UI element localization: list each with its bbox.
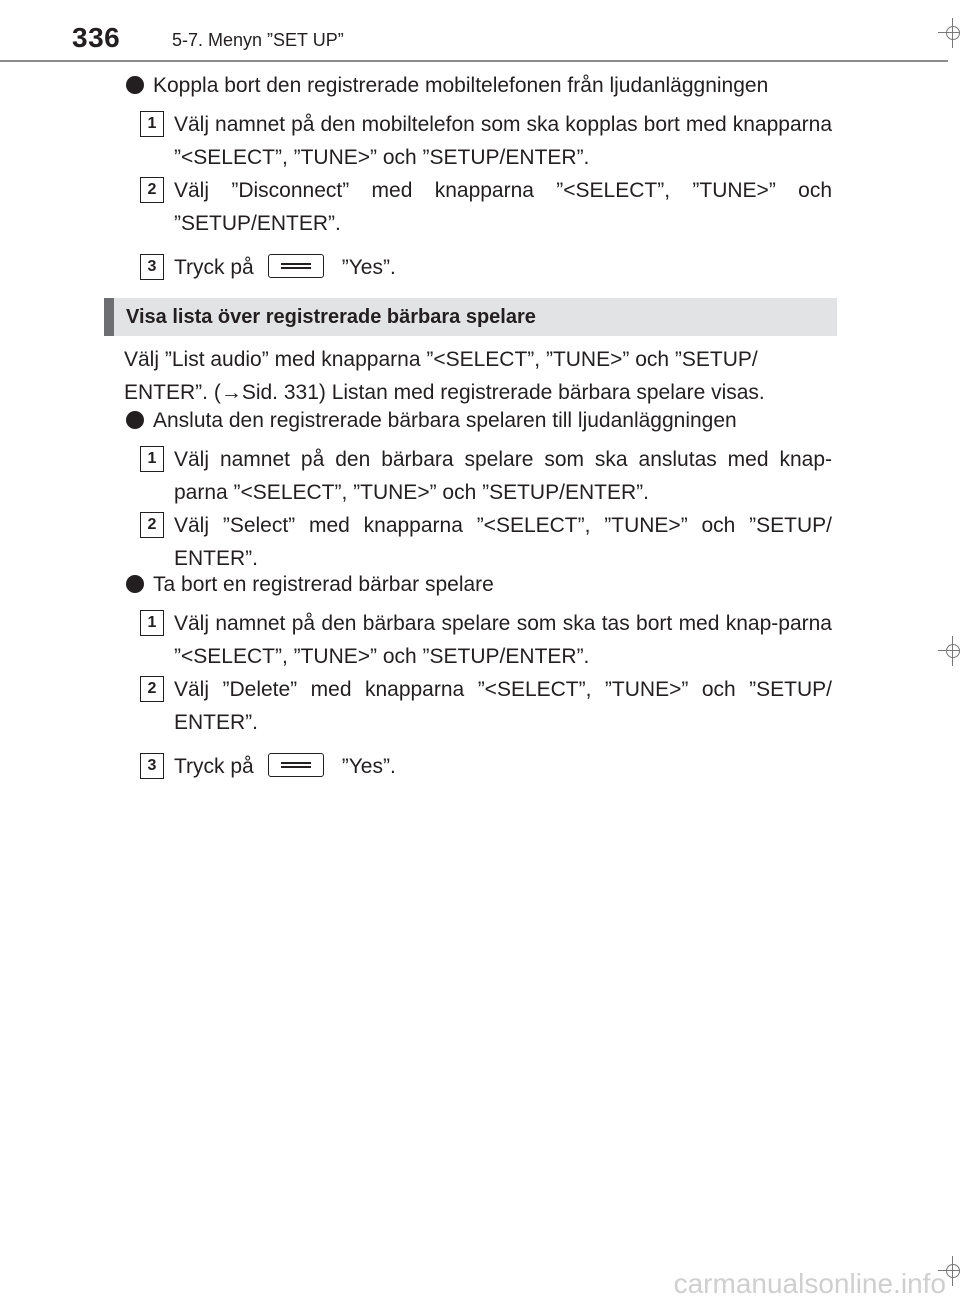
section-title: Visa lista över registrerade bärbara spelare <box>126 306 536 328</box>
bullet-heading: Koppla bort den registrerade mobiltelefonen från ljudanläggningen <box>153 74 769 97</box>
step-number: 3 <box>140 753 164 779</box>
watermark: carmanualsonline.info <box>673 1268 946 1299</box>
step-number: 2 <box>140 177 164 203</box>
step-text: Välj ”Disconnect” med knapparna ”<SELECT”, ”TUNE>” och ”SETUP/ENTER”. <box>174 179 832 235</box>
bullet-icon <box>126 76 144 94</box>
step-text: Välj namnet på den bärbara spelare som ska anslutas med knap-parna ”<SELECT”, ”TUNE>” och ”SETUP/ENTER”. <box>174 448 832 504</box>
chapter-title: 5-7. Menyn ”SET UP” <box>172 30 344 50</box>
step-text: Välj namnet på den bärbara spelare som ska tas bort med knap-parna ”<SELECT”, ”TUNE>” och ”SETUP/ENTER”. <box>174 612 832 668</box>
step-number: 3 <box>140 254 164 280</box>
step-number: 1 <box>140 111 164 137</box>
step-number: 2 <box>140 676 164 702</box>
bullet-icon <box>126 411 144 429</box>
step-text: Välj namnet på den mobiltelefon som ska kopplas bort med knapparna ”<SELECT”, ”TUNE>” och ”SETUP/ENTER”. <box>174 113 832 169</box>
step-number: 1 <box>140 610 164 636</box>
step-text: Välj ”Delete” med knapparna ”<SELECT”, ”TUNE>” och ”SETUP/ ENTER”. <box>174 678 832 734</box>
bullet-heading: Ta bort en registrerad bärbar spelare <box>153 573 494 596</box>
step-2-disconnect-phone <box>140 174 832 240</box>
step-text-before: Tryck på <box>174 256 254 279</box>
bullet-disconnect-phone <box>126 69 768 102</box>
setup-button-icon <box>268 753 324 777</box>
intro-line-2-a: ENTER”. ( <box>124 381 221 404</box>
bullet-connect-player <box>126 404 737 437</box>
intro-line-1: Välj ”List audio” med knapparna ”<SELECT”, ”TUNE>” och ”SETUP/ <box>124 348 758 371</box>
bullet-icon <box>126 575 144 593</box>
reference-arrow-icon: → <box>220 381 242 404</box>
step-3-disconnect-phone <box>140 251 832 284</box>
step-text <box>174 750 832 783</box>
step-text-before: Tryck på <box>174 755 254 778</box>
intro-paragraph <box>124 343 832 409</box>
step-text <box>174 251 832 284</box>
step-2-connect-player <box>140 509 832 575</box>
header-divider <box>0 60 948 62</box>
step-2-remove-player <box>140 673 832 739</box>
step-text-after: ”Yes”. <box>341 256 396 279</box>
step-1-disconnect-phone <box>140 108 832 174</box>
intro-line-2-b: Sid. 331) Listan med registrerade bärbara spelare visas. <box>241 381 765 404</box>
setup-button-icon <box>268 254 324 278</box>
bullet-remove-player <box>126 568 494 601</box>
step-text-after: ”Yes”. <box>341 755 396 778</box>
bullet-heading: Ansluta den registrerade bärbara spelaren till ljudanläggningen <box>153 409 737 432</box>
page-number: 336 <box>72 22 121 53</box>
step-number: 1 <box>140 446 164 472</box>
step-number: 2 <box>140 512 164 538</box>
step-3-remove-player <box>140 750 832 783</box>
step-text: Välj ”Select” med knapparna ”<SELECT”, ”TUNE>” och ”SETUP/ ENTER”. <box>174 514 832 570</box>
step-1-connect-player <box>140 443 832 509</box>
section-heading-bar <box>104 298 837 336</box>
step-1-remove-player <box>140 607 832 673</box>
